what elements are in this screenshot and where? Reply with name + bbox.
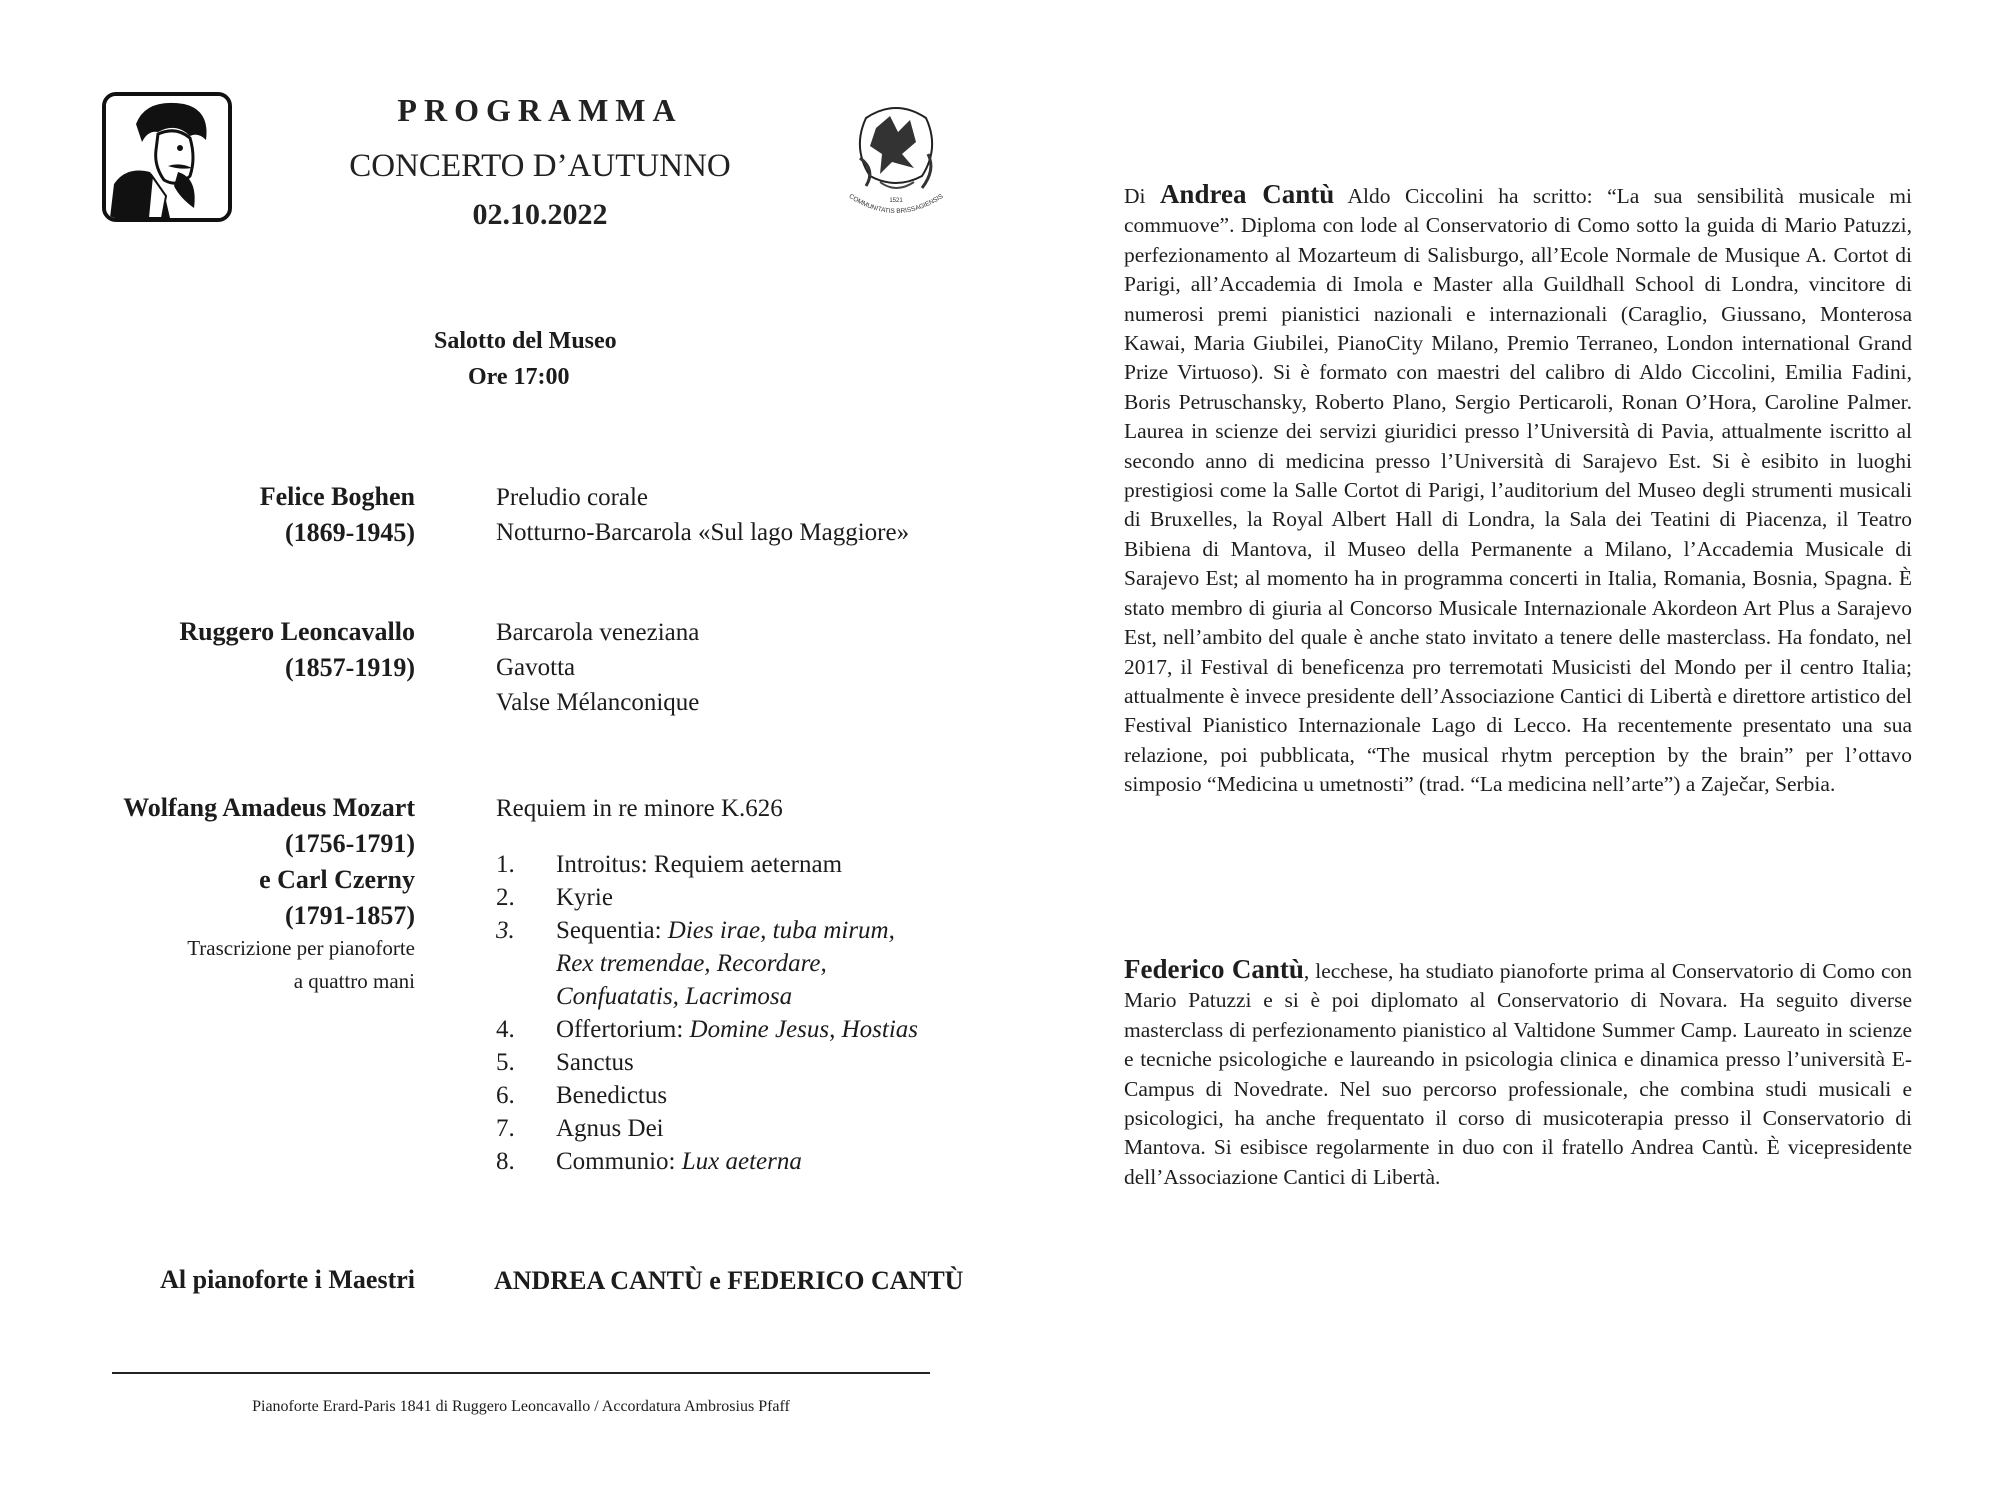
list-item (496, 1013, 918, 1046)
movement-title: Sequentia: (556, 917, 668, 944)
movement-title: Benedictus (556, 1082, 668, 1109)
work-title: Preludio corale (496, 484, 649, 511)
composer-name: e Carl Czerny (259, 865, 415, 894)
requiem-movements-list (496, 848, 918, 1178)
works-boghen (496, 480, 909, 550)
movement-subtitle: Confuatatis, Lacrimosa (556, 983, 793, 1010)
transcription-note (187, 932, 415, 998)
movement-title: Sanctus (556, 1049, 634, 1076)
movement-subtitle: Lux aeterna (681, 1148, 802, 1175)
composer-name: Ruggero Leoncavallo (179, 617, 415, 646)
item-number: 5. (496, 1049, 515, 1076)
bio-federico-cantu (1124, 955, 1912, 1192)
work-title: Notturno-Barcarola «Sul lago Maggiore» (496, 519, 910, 546)
footnote: Pianoforte Erard-Paris 1841 di Ruggero Leoncavallo / Accordatura Ambrosius Pfaff (252, 1398, 790, 1415)
program-heading: PROGRAMMA (397, 92, 683, 128)
portrait-caricature-image (102, 92, 232, 222)
movement-title: Communio: (556, 1148, 682, 1175)
composer-dates: (1791-1857) (285, 901, 415, 930)
works-leoncavallo (496, 615, 699, 720)
bio-name: Andrea Cantù (1159, 179, 1335, 209)
item-number: 6. (496, 1082, 515, 1109)
note-line: Trascrizione per pianoforte (187, 936, 415, 960)
composer-leoncavallo (179, 614, 415, 686)
note-line: a quattro mani (293, 969, 415, 993)
composer-dates: (1869-1945) (285, 518, 415, 547)
work-title: Valse Mélanconique (496, 689, 700, 716)
movement-subtitle: Domine Jesus, Hostias (689, 1016, 919, 1043)
performers-names: ANDREA CANTÙ e FEDERICO CANTÙ (494, 1266, 964, 1295)
item-number: 7. (496, 1115, 515, 1142)
list-item (496, 1145, 918, 1178)
venue-place: Salotto del Museo (434, 328, 617, 354)
movement-title: Kyrie (556, 884, 613, 911)
item-number: 1. (496, 851, 515, 878)
composer-boghen (260, 479, 415, 551)
list-item (496, 881, 918, 914)
work-title: Barcarola veneziana (496, 619, 700, 646)
bio-text: Aldo Ciccolini ha scritto: “La sua sensibilità musicale mi commuove”. Diploma con lode al Conservatorio di Como sotto la guida di Mario Patuzzi, perfezionamento al Mozarteum di Salisburgo, all’Ecole Normale de Musique A. Cortot di Parigi, all’Accademia di Imola e Master alla Guildhall School di Londra, vincitore di numerosi premi pianistici nazionali e internazionali (Caraglio, Giussano, Monterosa Kawai, Maria Giubilei, PianoCity Milano, Premio Terraneo, London international Grand Prize Virtuoso). Si è formato con maestri del calibro di Aldo Ciccolini, Emilia Fadini, Boris Petruschansky, Roberto Plano, Sergio Perticaroli, Ronan O’Hora, Caroline Palmer. Laurea in scienze dei servizi giuridici presso l’Università di Pavia, attualmente iscritto al secondo anno di medicina presso l’Università di Sarajevo Est. Si è esibito in luoghi prestigiosi come la Salle Cortot di Parigi, l’auditorium del Museo degli strumenti musicali di Bruxelles, la Royal Albert Hall di Londra, la Sala dei Teatini di Piacenza, il Teatro Bibiena di Mantova, il Museo della Permanente a Milano, l’Accademia Musicale di Sarajevo Est; al momento ha in programma concerti in Italia, Romania, Bosnia, Spagna. È stato membro di giuria al Concorso Musicale Internazionale Akordeon Art Plus a Sarajevo Est, nell’ambito del quale è anche stato invitato a tenere delle masterclass. Ha fondato, nel 2017, il Festival di beneficenza pro terremotati Musicisti del Mondo per il centro Italia; attualmente è invece presidente dell’Associazione Cantici di Libertà e direttore artistico del Festival Pianistico Internazionale Lago di Lecco. Ha recentemente presentato una sua relazione, poi pubblicata, “The musical rhytm perception by the brain” per l’ottavo simposio “Medicina u umetnosti” (trad. “La medicina nell’arte”) a Zaječar, Serbia. (1124, 184, 1912, 797)
movement-title: Introitus: Requiem aeternam (556, 851, 843, 878)
footer-divider (112, 1372, 930, 1374)
list-item (496, 1079, 918, 1112)
bio-andrea-cantu (1124, 180, 1912, 800)
item-number: 2. (496, 884, 515, 911)
movement-title: Agnus Dei (556, 1115, 664, 1142)
composer-name: Wolfang Amadeus Mozart (123, 793, 415, 822)
movement-title: Offertorium: (556, 1016, 690, 1043)
venue-time: Ore 17:00 (468, 364, 570, 390)
composer-name: Felice Boghen (259, 482, 415, 511)
bio-prefix: Di (1124, 184, 1160, 208)
performers-label: Al pianoforte i Maestri (160, 1265, 415, 1294)
composer-dates: (1857-1919) (285, 653, 415, 682)
list-item (496, 848, 918, 881)
requiem-title: Requiem in re minore K.626 (496, 795, 783, 822)
movement-subtitle: Rex tremendae, Recordare, (556, 950, 827, 977)
item-number: 8. (496, 1148, 515, 1175)
composer-mozart-czerny (123, 790, 415, 934)
municipal-coat-of-arms-image (836, 98, 956, 228)
work-title: Gavotta (496, 654, 576, 681)
svg-text:1521: 1521 (889, 198, 903, 204)
list-item (496, 1112, 918, 1145)
svg-text:COMMUNITATIS BRISSAGIENSIS: COMMUNITATIS BRISSAGIENSIS (847, 192, 945, 216)
concert-date: 02.10.2022 (472, 198, 608, 231)
bio-text: , lecchese, ha studiato pianoforte prima al Conservatorio di Como con Mario Patuzzi e si è poi diplomato al Conservatorio di Novara. Ha seguito diverse masterclass di perfezionamento pianistico al Valtidone Summer Camp. Laureato in scienze e tecniche psicologiche e laureando in psicologia clinica e dinamica presso l’università E-Campus di Novedrate. Nel suo percorso professionale, che combina studi musicali e psicologici, ha anche frequentato il corso di musicoterapia presso il Conservatorio di Mantova. Si esibisce regolarmente in duo con il fratello Andrea Cantù. È vicepresidente dell’Associazione Cantici di Libertà. (1124, 959, 1912, 1189)
list-item (496, 914, 918, 1013)
composer-dates: (1756-1791) (285, 829, 415, 858)
bio-name: Federico Cantù (1124, 954, 1304, 984)
concert-title: CONCERTO D’AUTUNNO (349, 148, 731, 184)
item-number: 4. (496, 1016, 515, 1043)
item-number: 3. (496, 917, 515, 944)
list-item (496, 1046, 918, 1079)
movement-subtitle: Dies irae, tuba mirum, (667, 917, 895, 944)
